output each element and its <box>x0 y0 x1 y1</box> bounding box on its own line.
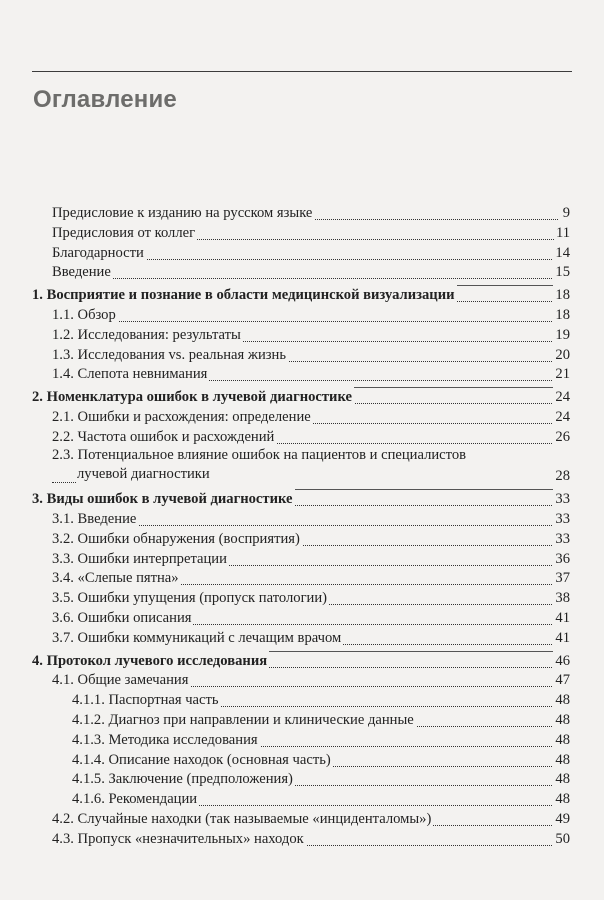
toc-entry-label: 2.1. Ошибки и расхождения: определение <box>52 409 311 425</box>
toc-front-matter-entry[interactable] <box>0 262 604 282</box>
toc-entry-label: 1.3. Исследования vs. реальная жизнь <box>52 346 287 363</box>
running-head <box>32 46 572 56</box>
toc-entry-label: 4.3. Пропуск «незначительных» находок <box>52 830 304 847</box>
toc-entry-label: 2.2. Частота ошибок и расхождений <box>52 428 275 445</box>
toc-page-number: 20 <box>555 346 570 363</box>
toc-entry-label: Благодарности <box>52 244 144 261</box>
toc-entry-label: 4.1. Общие замечания <box>52 672 189 689</box>
page-title: Оглавление <box>33 86 177 113</box>
toc-entry-label: 1. Восприятие и познание в области медицинской визуализации <box>32 287 455 304</box>
toc-entry-label: 3.6. Ошибки описания <box>52 610 192 626</box>
toc-page-number: 50 <box>555 830 570 847</box>
toc-entry-label: Введение <box>52 264 111 281</box>
toc-page-number: 11 <box>555 224 570 241</box>
toc-page-number: 48 <box>555 791 570 808</box>
toc-page-number: 48 <box>555 712 570 728</box>
toc-page-number: 47 <box>555 672 570 689</box>
toc-section-entry[interactable] <box>0 427 604 447</box>
toc-entry-label: Предисловия от коллег <box>52 224 196 241</box>
toc-page-number: 33 <box>555 511 570 527</box>
toc-section-entry[interactable] <box>0 628 604 648</box>
header-rule <box>32 71 572 72</box>
toc-page-number: 18 <box>555 307 570 323</box>
toc-page-number: 33 <box>555 491 570 508</box>
toc-entry-label: 4.1.4. Описание находок (основная часть) <box>72 751 331 768</box>
toc-page-number: 14 <box>555 244 570 261</box>
toc-entry-label: 4.1.5. Заключение (предположения) <box>72 771 293 788</box>
toc-section-entry[interactable] <box>0 364 604 384</box>
toc-page-number: 41 <box>555 629 570 646</box>
toc-page-number: 19 <box>555 326 570 343</box>
toc-section-entry[interactable] <box>0 829 604 849</box>
toc-entry-label: 2.3. Потенциальное влияние ошибок на пациентов и специалистов <box>52 447 534 464</box>
toc-entry-label: 3.1. Введение <box>52 511 137 527</box>
toc-entry-label: 1.4. Слепота невнимания <box>52 366 208 383</box>
toc-entry-label: 3.5. Ошибки упущения (пропуск патологии) <box>52 590 328 607</box>
toc-page-number: 48 <box>555 751 570 768</box>
toc-entry-label: 3.2. Ошибки обнаружения (восприятия) <box>52 530 300 547</box>
toc-entry-label: 3. Виды ошибок в лучевой диагностике <box>32 491 293 508</box>
toc-page-number: 46 <box>555 652 570 669</box>
toc-entry-label: 1.1. Обзор <box>52 307 116 323</box>
toc-page-number: 41 <box>555 610 570 626</box>
toc-page-number: 36 <box>555 550 570 567</box>
toc-page-number: 26 <box>555 428 570 445</box>
toc-entry-label: 4.1.6. Рекомендации <box>72 791 198 808</box>
toc-entry-label: 4.1.3. Методика исследования <box>72 731 258 748</box>
toc-entry-label: 3.3. Ошибки интерпретации <box>52 550 227 567</box>
toc-page-number: 38 <box>555 590 570 607</box>
toc-entry-label: 3.4. «Слепые пятна» <box>52 570 179 587</box>
toc-page-number: 9 <box>562 205 570 221</box>
toc-page-number: 24 <box>555 409 570 425</box>
toc-entry-label: 4.2. Случайные находки (так называемые «инциденталомы») <box>52 811 432 827</box>
toc-entry-label-continuation: лучевой диагностики <box>77 466 559 483</box>
toc-page-number: 48 <box>555 692 570 709</box>
toc-page-number: 15 <box>555 264 570 281</box>
dot-leader <box>52 258 558 279</box>
toc-page-number: 48 <box>555 731 570 748</box>
toc-entry-label: 4. Протокол лучевого исследования <box>32 652 268 669</box>
toc-entry-label: 1.2. Исследования: результаты <box>52 326 241 343</box>
toc-page-number: 21 <box>555 366 570 383</box>
toc-entry-label: 2. Номенклатура ошибок в лучевой диагностике <box>32 389 352 406</box>
dot-leader <box>52 301 558 322</box>
toc-page-number: 28 <box>555 468 570 485</box>
toc-page-number: 49 <box>555 811 570 827</box>
toc-entry-label: 4.1.2. Диагноз при направлении и клинические данные <box>72 712 414 728</box>
toc-page-number: 33 <box>555 530 570 547</box>
toc-page-number: 48 <box>555 771 570 788</box>
toc-entry-label: 3.7. Ошибки коммуникаций с лечащим врачом <box>52 629 342 646</box>
toc-page-number: 24 <box>555 389 570 406</box>
toc-entry-label: Предисловие к изданию на русском языке <box>52 205 313 221</box>
toc-page-number: 37 <box>555 570 570 587</box>
toc-entry-label: 4.1.1. Паспортная часть <box>72 692 219 709</box>
toc-page-number: 18 <box>555 287 570 304</box>
toc-section-entry[interactable] <box>0 446 604 485</box>
